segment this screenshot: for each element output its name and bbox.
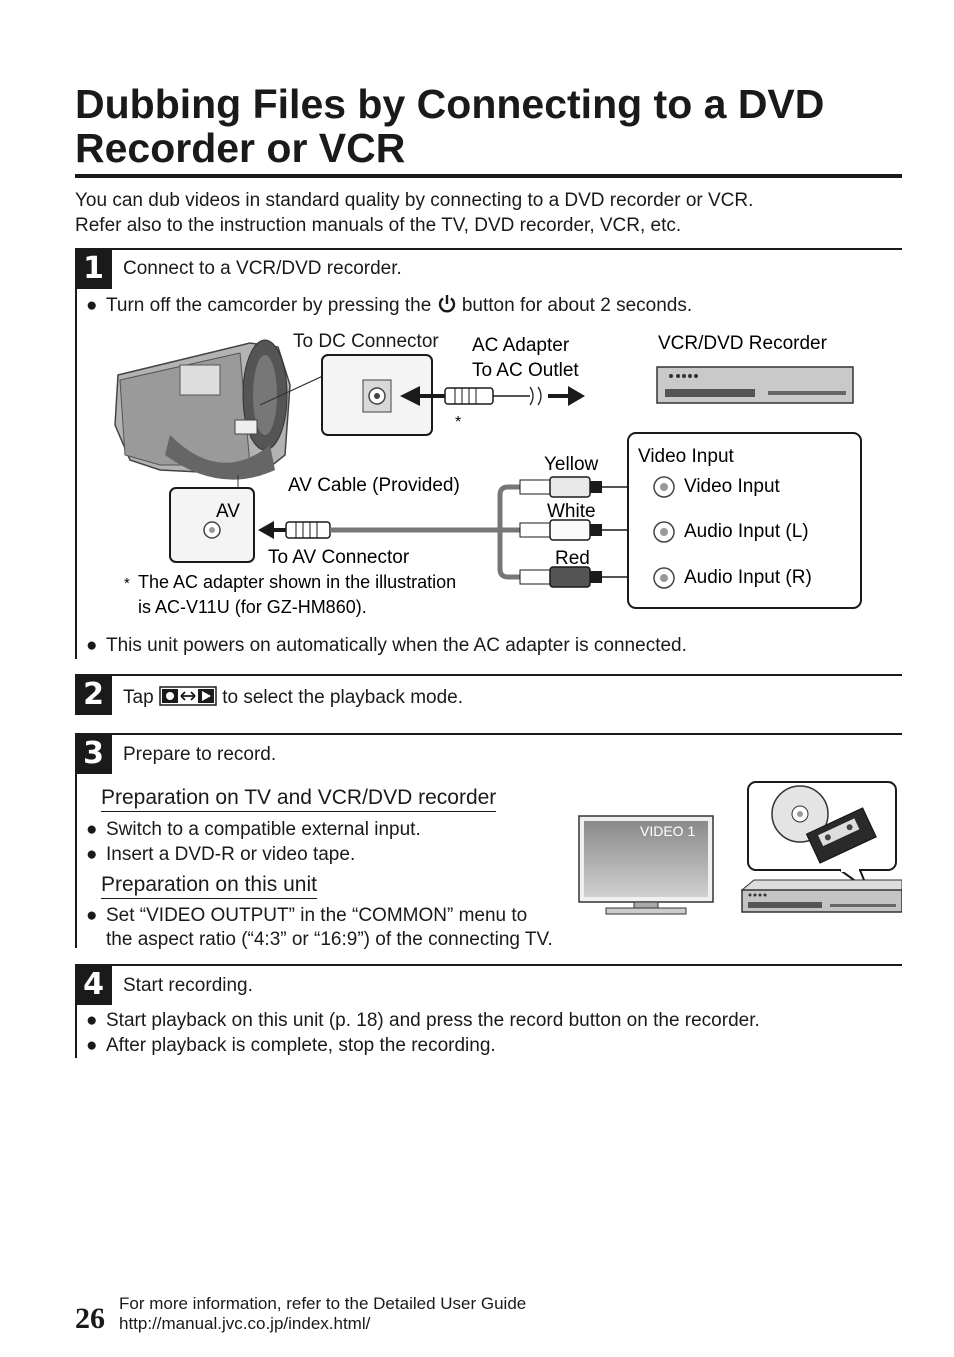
step4-bullet2-text: After playback is complete, stop the recording. [106, 1035, 496, 1056]
step4-bullet1 [86, 1009, 760, 1033]
step4-text: Start recording. [123, 975, 253, 996]
media-illustration [740, 780, 902, 916]
asterisk-mark: * [455, 414, 462, 431]
step4-rule [75, 964, 902, 966]
camcorder-illustration [115, 340, 290, 480]
page-title [75, 82, 905, 170]
step3-text: Prepare to record. [123, 744, 277, 765]
step1-bullet2 [86, 634, 687, 658]
video-input-header: Video Input [638, 446, 734, 467]
bullet-dot: ● [86, 295, 98, 316]
step3-heading-tv-recorder: Preparation on TV and VCR/DVD recorder [101, 786, 496, 812]
note-line2: is AC-V11U (for GZ-HM860). [138, 597, 367, 617]
bullet-dot: ● [86, 635, 98, 656]
step3-bullet2-text: Insert a DVD-R or video tape. [106, 844, 356, 865]
tv-illustration [578, 814, 716, 918]
intro-line2: Refer also to the instruction manuals of the TV, DVD recorder, VCR, etc. [75, 215, 682, 236]
step3-bullet2 [86, 843, 355, 867]
power-icon [437, 294, 457, 314]
step4-side-line [75, 1005, 77, 1058]
step2-text-pre: Tap [123, 687, 154, 708]
page-number: 26 [75, 1302, 105, 1335]
step1-bullet1 [86, 294, 692, 318]
step1-text: Connect to a VCR/DVD recorder. [123, 258, 402, 279]
step3-bullet3 [86, 904, 553, 952]
audio-input-l-label: Audio Input (L) [684, 521, 809, 542]
white-label: White [547, 501, 596, 522]
red-label: Red [555, 548, 590, 569]
step1-bullet1-pre: Turn off the camcorder by pressing the [106, 295, 432, 316]
tv-input-label: VIDEO 1 [640, 823, 696, 839]
step1-rule [75, 248, 902, 250]
rca-plug-red [520, 567, 628, 587]
step4-number: 4 [75, 965, 112, 1005]
bullet-dot: ● [86, 844, 98, 865]
playback-mode-switch-icon[interactable] [159, 686, 217, 706]
step1-bullet1-post: button for about 2 seconds. [461, 295, 693, 316]
step1-side-line [75, 289, 77, 659]
footer-url[interactable]: http://manual.jvc.co.jp/index.html/ [119, 1314, 371, 1333]
connection-diagram [100, 325, 870, 625]
step3-bullet1 [86, 818, 421, 842]
rca-plug-yellow [520, 477, 628, 497]
step4-bullet1-text: Start playback on this unit (p. 18) and press the record button on the recorder. [106, 1010, 760, 1031]
title-rule [75, 174, 902, 178]
step1-bullet2-text: This unit powers on automatically when the AC adapter is connected. [106, 635, 687, 656]
note-asterisk: * [124, 575, 130, 592]
step3-heading-this-unit: Preparation on this unit [101, 873, 317, 899]
step3-side-line [75, 774, 77, 948]
step3-bullet3-line1: Set “VIDEO OUTPUT” in the “COMMON” menu to [106, 905, 528, 926]
step2-text [123, 686, 463, 709]
step3-number: 3 [75, 734, 112, 774]
av-cable-label: AV Cable (Provided) [288, 475, 460, 496]
to-av-connector-label: To AV Connector [268, 547, 410, 568]
page-title-line1: Dubbing Files by Connecting to a DVD [75, 81, 825, 127]
step2-text-post: to select the playback mode. [222, 687, 464, 708]
step1-number: 1 [75, 249, 112, 289]
step3-rule [75, 733, 902, 735]
page-title-line2: Recorder or VCR [75, 125, 406, 171]
step2-rule [75, 674, 902, 676]
vcr-dvd-recorder-label: VCR/DVD Recorder [658, 333, 827, 354]
recorder-illustration-small [742, 880, 902, 912]
bullet-dot: ● [86, 1010, 98, 1031]
step3-bullet3-line2: the aspect ratio (“4:3” or “16:9”) of the connecting TV. [106, 929, 553, 950]
audio-input-r-label: Audio Input (R) [684, 567, 812, 588]
step4-bullet2 [86, 1034, 496, 1058]
intro-line1: You can dub videos in standard quality by connecting to a DVD recorder or VCR. [75, 190, 754, 211]
bullet-dot: ● [86, 1035, 98, 1056]
bullet-dot: ● [86, 905, 98, 926]
footer-text [119, 1294, 526, 1334]
step2-number: 2 [75, 675, 112, 715]
step3-bullet1-text: Switch to a compatible external input. [106, 819, 421, 840]
rca-plug-white [520, 520, 628, 540]
intro-text [75, 188, 753, 238]
note-line1: The AC adapter shown in the illustration [138, 572, 457, 592]
ac-adapter-label: AC Adapter [472, 335, 570, 356]
yellow-label: Yellow [544, 454, 599, 475]
to-dc-connector-label: To DC Connector [293, 331, 439, 352]
to-ac-outlet-label: To AC Outlet [472, 360, 579, 381]
footer-line1: For more information, refer to the Detailed User Guide [119, 1294, 527, 1313]
av-label: AV [216, 501, 240, 522]
video-input-label: Video Input [684, 476, 780, 497]
recorder-illustration [657, 367, 853, 403]
bullet-dot: ● [86, 819, 98, 840]
